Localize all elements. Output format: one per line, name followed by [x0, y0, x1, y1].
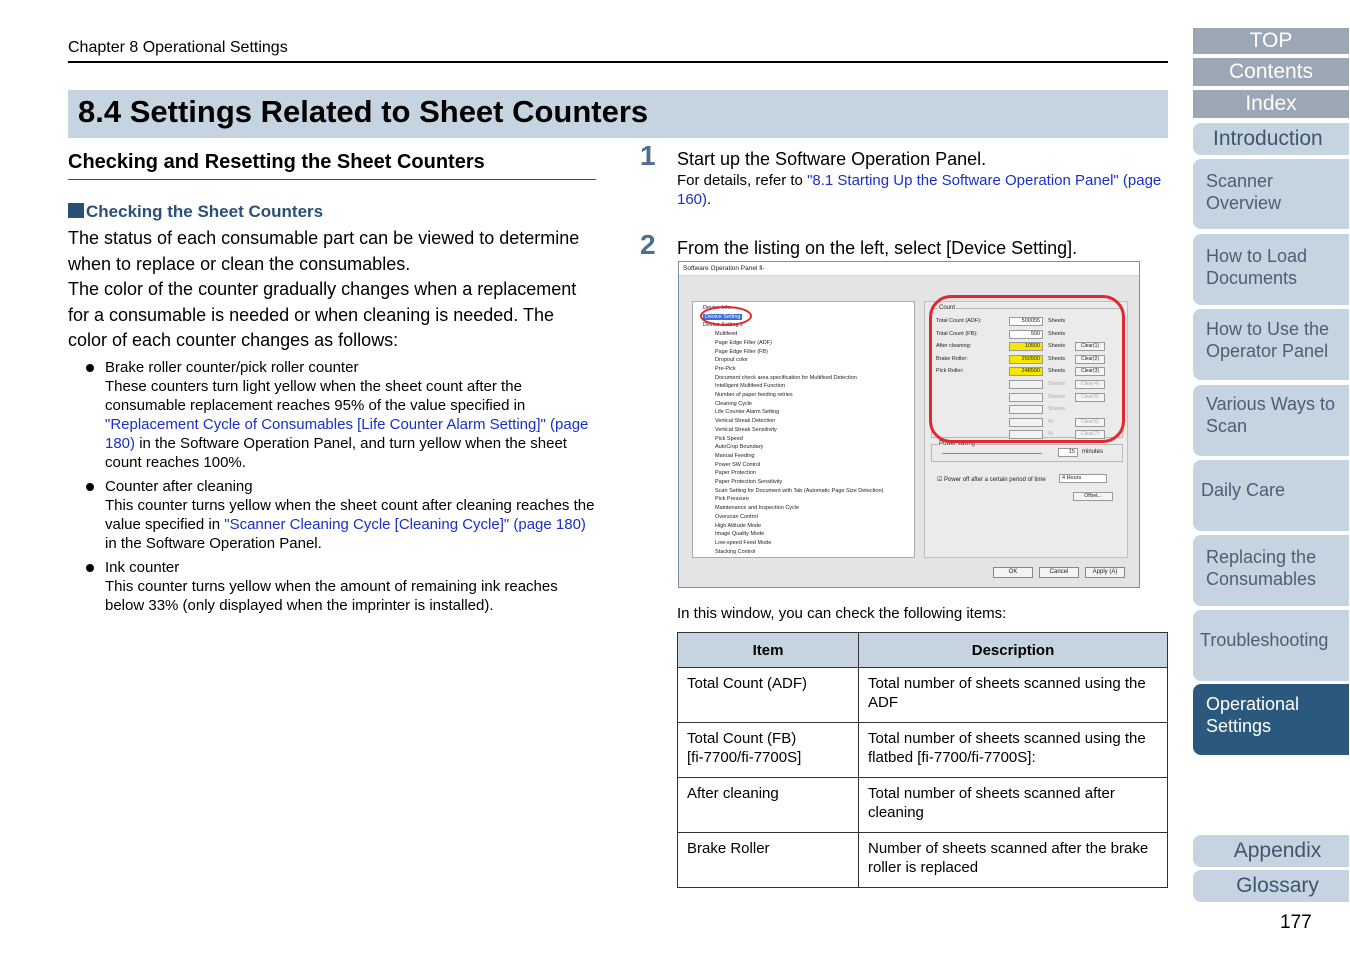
tree-item-label: Multifeed [715, 331, 738, 338]
tree-item[interactable] [697, 495, 910, 504]
tree-item[interactable] [697, 408, 910, 417]
items-table [677, 632, 1168, 888]
tree-item-label: Paper Protection [715, 470, 756, 477]
step-number: 1 [640, 140, 656, 171]
table-caption: In this window, you can check the following items: [677, 605, 1007, 622]
tree-item-label: Life Counter Alarm Setting [715, 409, 780, 416]
description-cell: Total number of sheets scanned using the ADF [859, 668, 1168, 723]
tree-item-label: Overscan Control [715, 513, 758, 520]
tree-item[interactable] [697, 548, 910, 557]
title-bar [68, 90, 1168, 138]
tree-item[interactable] [697, 391, 910, 400]
tree-item[interactable] [697, 522, 910, 531]
cancel-button[interactable]: Cancel [1039, 567, 1079, 578]
bullet-text: This counter turns yellow when the amount of remaining ink reaches below 33% (only displayed when the imprinter is installed). [105, 577, 558, 614]
bullet-item [68, 558, 596, 615]
bullet-text [105, 377, 596, 472]
tree-item-label: Pick Speed [715, 435, 743, 442]
square-bullet-icon [68, 203, 84, 218]
bullet-text-post: in the Software Operation Panel, and turn yellow when the sheet count reaches 100%. [105, 434, 567, 471]
bullet-dot-icon [86, 564, 94, 572]
bullet-title: Ink counter [105, 558, 180, 576]
count-group-label: Count [939, 305, 956, 311]
detail-post: . [707, 191, 712, 208]
tree-item-label: Vertical Streak Sensitivity [715, 426, 777, 433]
counter-value: 500055 [1009, 317, 1043, 326]
intro-paragraph: The status of each consumable part can be viewed to determine when to replace or clean the consumables. [68, 228, 580, 274]
link-cleaning-cycle[interactable]: "Scanner Cleaning Cycle [Cleaning Cycle]" (page 180) [224, 515, 586, 533]
nav-glossary[interactable]: Glossary [1193, 870, 1349, 902]
counter-unit-disabled: Sheets [1048, 381, 1066, 387]
offset-button[interactable]: Offset... [1073, 492, 1113, 501]
bullet-dot-icon [86, 483, 94, 491]
step-number: 2 [640, 229, 656, 260]
description-cell: Total number of sheets scanned using the flatbed [fi-7700/fi-7700S]: [859, 723, 1168, 778]
settings-tree [692, 301, 915, 558]
clear-button[interactable]: Clear(2) [1075, 355, 1105, 364]
power-saving-value[interactable]: 15 [1058, 448, 1078, 457]
tree-item[interactable] [697, 417, 910, 426]
tree-item-label: Manual Feeding [715, 452, 755, 459]
ok-button[interactable]: OK [993, 567, 1033, 578]
tree-item-label: Stacking Control [715, 548, 756, 555]
tree-item[interactable] [697, 539, 910, 548]
counter-unit-disabled: Sheets [1048, 393, 1066, 400]
counter-value: 500 [1009, 330, 1043, 339]
tree-item-label: Scan Setting for Document with Tab (Automatic Page Size Detection) [715, 487, 884, 494]
power-saving-unit: minutes [1082, 449, 1104, 455]
header-description: Description [859, 633, 1168, 668]
power-saving-slider[interactable] [942, 453, 1042, 454]
bullet-text-post: in the Software Operation Panel. [105, 534, 322, 552]
right-column [638, 140, 1168, 260]
tree-item[interactable] [697, 487, 910, 496]
bullet-dot-icon [86, 364, 94, 372]
table-body [678, 668, 1168, 888]
tree-item[interactable] [697, 426, 910, 435]
counter-unit: Sheets [1048, 368, 1066, 375]
tree-item-label: Vertical Streak Detection [715, 418, 776, 425]
nav-appendix[interactable]: Appendix [1193, 835, 1349, 867]
bullet-item [68, 358, 596, 472]
tree-item[interactable] [697, 356, 910, 365]
bullet-title: Counter after cleaning [105, 477, 253, 495]
tree-item[interactable] [697, 382, 910, 391]
bullet-list [68, 358, 596, 615]
section-heading: Checking and Resetting the Sheet Counters [68, 148, 596, 180]
tree-item[interactable] [697, 452, 910, 461]
nav-replacing[interactable]: Replacing the Consumables [1193, 535, 1349, 606]
counter-label: Pick Roller: [936, 368, 964, 375]
link-replacement-cycle[interactable]: "Replacement Cycle of Consumables [Life Counter Alarm Setting]" (page 180) [105, 415, 589, 452]
clear-button-disabled: Clear(4) [1075, 380, 1105, 389]
sub-heading [68, 200, 596, 224]
item-cell: Total Count (FB) [fi-7700/fi-7700S] [678, 723, 859, 778]
tree-item-label: Dropout color [715, 357, 749, 364]
tree-item-label: Image Quality Mode [715, 531, 765, 538]
counter-unit: Sheets [1048, 355, 1066, 362]
page-title: 8.4 Settings Related to Sheet Counters [78, 94, 649, 129]
clear-button[interactable]: Clear(3) [1075, 367, 1105, 376]
power-saving-label: Power saving [939, 441, 976, 447]
item-cell: After cleaning [678, 778, 859, 833]
nav-scanner-overview[interactable]: Scanner Overview [1193, 159, 1349, 229]
tree-item[interactable] [697, 365, 910, 374]
nav-troubleshooting[interactable]: Troubleshooting [1193, 610, 1349, 681]
description-cell: Total number of sheets scanned after cleaning [859, 778, 1168, 833]
nav-operational-settings[interactable]: Operational Settings [1193, 684, 1349, 755]
counter-unit-disabled: % [1048, 418, 1053, 425]
tree-item[interactable] [697, 443, 910, 452]
nav-various-ways[interactable]: Various Ways to Scan [1193, 385, 1349, 456]
nav-index[interactable]: Index [1193, 90, 1349, 118]
clear-button-disabled: Clear(6) [1075, 418, 1105, 427]
tree-item-label: High Altitude Mode [715, 522, 762, 529]
nav-daily-care[interactable]: Daily Care [1193, 460, 1349, 531]
item-cell: Total Count (ADF) [678, 668, 859, 723]
tree-item-label: AutoCrop Boundary [715, 444, 764, 451]
power-saving-group [931, 441, 1123, 462]
step-main-text: Start up the Software Operation Panel. [677, 149, 987, 169]
tree-item[interactable] [697, 330, 910, 339]
tree-item[interactable] [697, 435, 910, 444]
software-operation-panel-screenshot [678, 261, 1140, 588]
step-1 [638, 140, 1168, 209]
table-row [678, 833, 1168, 888]
step-main-text: From the listing on the left, select [Device Setting]. [677, 238, 1078, 258]
nav-operator-panel[interactable]: How to Use the Operator Panel [1193, 309, 1349, 380]
detail-pre: For details, refer to [677, 172, 808, 189]
count-highlight [929, 295, 1125, 443]
counter-label: After cleaning: [936, 343, 972, 350]
page-number: 177 [1280, 912, 1312, 933]
device-setting-highlight [700, 306, 752, 329]
tree-item-label: Pre-Pick [715, 365, 736, 372]
tree-item-label: Pick Pressure [715, 496, 749, 503]
counter-unit-disabled: Sheets [1048, 406, 1066, 413]
tree-item-label: Maintenance and Inspection Cycle [715, 505, 800, 512]
clear-button-disabled: Clear(5) [1075, 393, 1105, 402]
tree-item-label: Page Edge Filler (ADF) [715, 339, 772, 346]
power-off-label: Power off after a certain period of time [944, 477, 1046, 483]
counter-unit: Sheets [1048, 330, 1066, 337]
tree-item[interactable] [697, 400, 910, 409]
table-row [678, 723, 1168, 778]
counter-value: 10500 [1009, 342, 1043, 351]
bullet-text [105, 496, 596, 553]
table-header-row [678, 633, 1168, 668]
tree-item-label: Device Info. [703, 305, 733, 311]
tree-item-label: Low-speed Feed Mode [715, 539, 772, 546]
counter-value: 248500 [1009, 367, 1043, 376]
counter-label: Total Count (FB): [936, 330, 978, 337]
counter-label: Total Count (ADF): [936, 318, 982, 324]
color-paragraph: The color of the counter gradually changes when a replacement for a consumable is needed or when cleaning is needed. The color of each counter changes as follows: [68, 279, 577, 350]
power-off-option[interactable]: ☑ Power off after a certain period of time [937, 477, 1046, 483]
bullet-title: Brake roller counter/pick roller counter [105, 358, 359, 376]
nav-top[interactable]: TOP [1193, 28, 1349, 54]
chapter-header: Chapter 8 Operational Settings [68, 39, 288, 56]
tree-item[interactable] [697, 339, 910, 348]
tree-item[interactable] [697, 530, 910, 539]
left-column [68, 148, 596, 620]
tree-item[interactable] [697, 513, 910, 522]
counter-value: 250500 [1009, 355, 1043, 364]
tree-item-label: Device Setting [705, 313, 741, 320]
tree-item-label: Intelligent Multifeed Function [715, 383, 786, 390]
tree-item[interactable] [697, 374, 910, 383]
header-item: Item [678, 633, 859, 668]
header-rule [68, 61, 1168, 63]
counter-unit: Sheets [1048, 343, 1066, 350]
apply-button[interactable]: Apply (A) [1085, 567, 1125, 578]
step-detail [677, 171, 1168, 209]
tree-item-label: Cleaning Cycle [715, 400, 752, 407]
tree-item-label: Power SW Control [715, 461, 761, 468]
nav-introduction[interactable]: Introduction [1193, 123, 1349, 155]
tree-item[interactable] [697, 461, 910, 470]
bullet-text-pre: This counter turns yellow when the sheet count after cleaning reaches the value specified in [105, 496, 595, 533]
tree-item-label: Number of paper feeding retries [715, 392, 793, 399]
nav-contents[interactable]: Contents [1193, 58, 1349, 86]
table-row [678, 668, 1168, 723]
sub-heading-text: Checking the Sheet Counters [86, 202, 324, 221]
tree-item[interactable] [697, 348, 910, 357]
tree-item-label: Document check area specification for Multifeed Detection [715, 374, 857, 381]
counter-label: Brake Roller: [936, 355, 968, 362]
description-cell: Number of sheets scanned after the brake roller is replaced [859, 833, 1168, 888]
table-row [678, 778, 1168, 833]
tree-item[interactable] [697, 478, 910, 487]
tree-item-label: Device Setting 2 [703, 322, 744, 329]
window-title: Software Operation Panel fi- [679, 262, 1139, 276]
power-off-select[interactable]: 4 Hours [1059, 474, 1107, 483]
counter-unit-disabled: % [1048, 431, 1053, 438]
clear-button-disabled: Clear(7) [1075, 430, 1105, 439]
bullet-text-pre: These counters turn light yellow when the sheet count after the consumable replacement reaches 95% of the value specified in [105, 377, 526, 414]
tree-item[interactable] [697, 469, 910, 478]
tree-item[interactable] [697, 504, 910, 513]
nav-how-to-load[interactable]: How to Load Documents [1193, 234, 1349, 305]
tree-item-label: Page Edge Filler (FB) [715, 348, 768, 355]
step-2 [638, 229, 1168, 260]
item-cell: Brake Roller [678, 833, 859, 888]
tree-item-label: Paper Protection Sensitivity [715, 479, 783, 486]
link-starting-panel[interactable]: "8.1 Starting Up the Software Operation Panel" (page 160) [677, 172, 1162, 208]
bullet-item [68, 477, 596, 553]
clear-button[interactable]: Clear(1) [1075, 342, 1105, 351]
counter-unit: Sheets [1048, 318, 1066, 324]
